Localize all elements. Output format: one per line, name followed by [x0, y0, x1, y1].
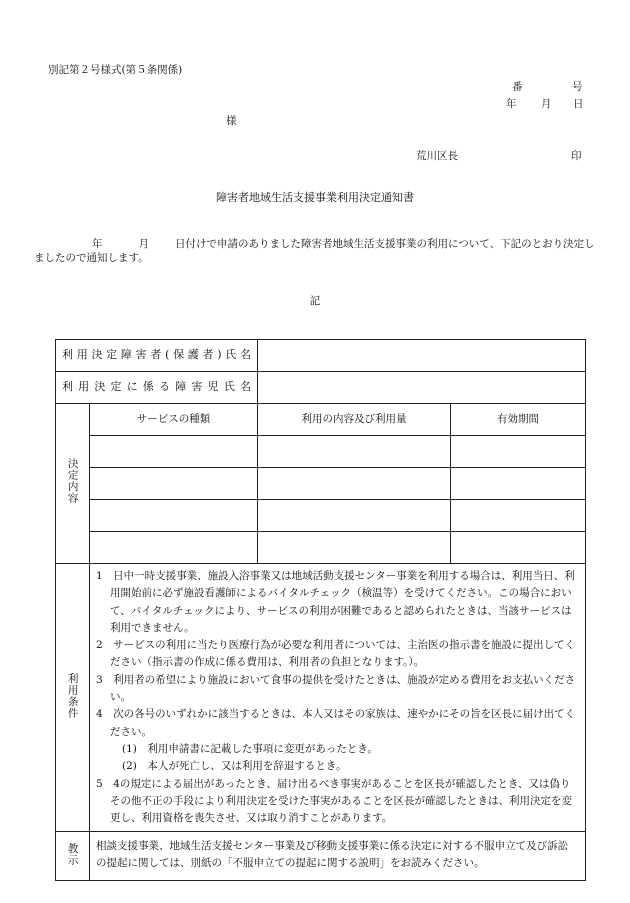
service-type-cell[interactable]: [90, 436, 258, 468]
condition-item: 1 日中一時支援事業、施設入浴事業又は地域活動支援センター事業を利用する場合は、利用当日、利用開始前に必ず施設看護師によるバイタルチェック（検温等）を受けてください。この場合において、バイタルチェックにより、サービスの利用が困難であると認められたときは、当該サービスは利用できません。: [96, 570, 575, 634]
condition-item: 5 4の規定による届出があったとき、届け出るべき事実があることを区長が確認したとき、又は偽りその他不正の手段により利用決定を受けた事実があることを区長が確認したときは、利用決定を変更し、利用資格を喪失させ、又は取り消すことがあります。: [96, 777, 572, 825]
condition-item: 2 サービスの利用に当たり医療行為が必要な利用者については、主治医の指示書を施設に提出してください（指示書の作成に係る費用は、利用者の負担となります。）。: [96, 639, 575, 669]
intro-month: 月: [138, 238, 149, 250]
validity-cell[interactable]: [451, 436, 586, 468]
decision-section-label: [56, 404, 90, 564]
decision-table: [55, 339, 586, 881]
usage-cell[interactable]: [258, 500, 451, 532]
child-name-field[interactable]: [258, 372, 586, 404]
child-name-label: 利用決定に係る障害児氏名: [56, 372, 258, 404]
issue-label: 号: [572, 81, 583, 93]
usage-cell[interactable]: [258, 468, 451, 500]
intro-year: 年: [92, 238, 103, 250]
sub-condition-item: (2) 本人が死亡し、又は利用を辞退するとき。: [122, 760, 347, 773]
year-label: 年: [506, 98, 517, 110]
seal-mark: 印: [571, 150, 582, 162]
service-type-cell[interactable]: [90, 532, 258, 564]
day-label: 日: [573, 98, 584, 110]
validity-cell[interactable]: [451, 500, 586, 532]
validity-cell[interactable]: [451, 468, 586, 500]
recipient-name-label: 利用決定障害者(保護者)氏名: [56, 340, 258, 372]
notice-label-text: 教示: [66, 842, 79, 866]
validity-cell[interactable]: [451, 532, 586, 564]
condition-item: 4 次の各号のいずれかに該当するときは、本人又はその家族は、速やかにその旨を区長に届け出てください。: [96, 708, 576, 738]
intro-text: 日付けで申請のありました障害者地域生活支援事業の利用について、下記のとおり決定しましたので通知します。: [34, 238, 595, 265]
service-type-cell[interactable]: [90, 500, 258, 532]
notice-section-label: [56, 832, 90, 881]
issuer-name: 荒川区長: [416, 150, 458, 162]
col-service-type: サービスの種類: [90, 404, 258, 436]
month-label: 月: [541, 98, 552, 110]
decision-label-text: 決定内容: [66, 458, 79, 505]
intro-paragraph: [34, 237, 596, 265]
ki-mark: 記: [309, 295, 321, 307]
usage-cell[interactable]: [258, 532, 451, 564]
sub-condition-item: (1) 利用申請書に記載した事項に変更があったとき。: [122, 742, 378, 755]
conditions-label-text: 利用条件: [66, 672, 79, 719]
condition-item: 3 利用者の希望により施設において食事の提供を受けたときは、施設が定める費用をお支払いください。: [96, 673, 576, 704]
col-usage: 利用の内容及び利用量: [258, 404, 451, 436]
document-title: 障害者地域生活支援事業利用決定通知書: [216, 191, 414, 204]
number-label: 番: [512, 81, 523, 93]
recipient-name-field[interactable]: [258, 340, 586, 372]
usage-cell[interactable]: [258, 436, 451, 468]
form-number: 別記第２号様式(第５条関係): [48, 64, 183, 76]
conditions-section-label: [56, 564, 90, 832]
conditions-text: [90, 564, 586, 832]
col-validity: 有効期間: [451, 404, 586, 436]
notice-text: 相談支援事業、地域生活支援センター事業及び移動支援事業に係る決定に対する不服申立て及び訴訟の提起に関しては、別紙の「不服申立ての提起に関する説明」をお読みください。: [90, 832, 586, 881]
recipient-honorific: 様: [226, 115, 237, 127]
service-type-cell[interactable]: [90, 468, 258, 500]
